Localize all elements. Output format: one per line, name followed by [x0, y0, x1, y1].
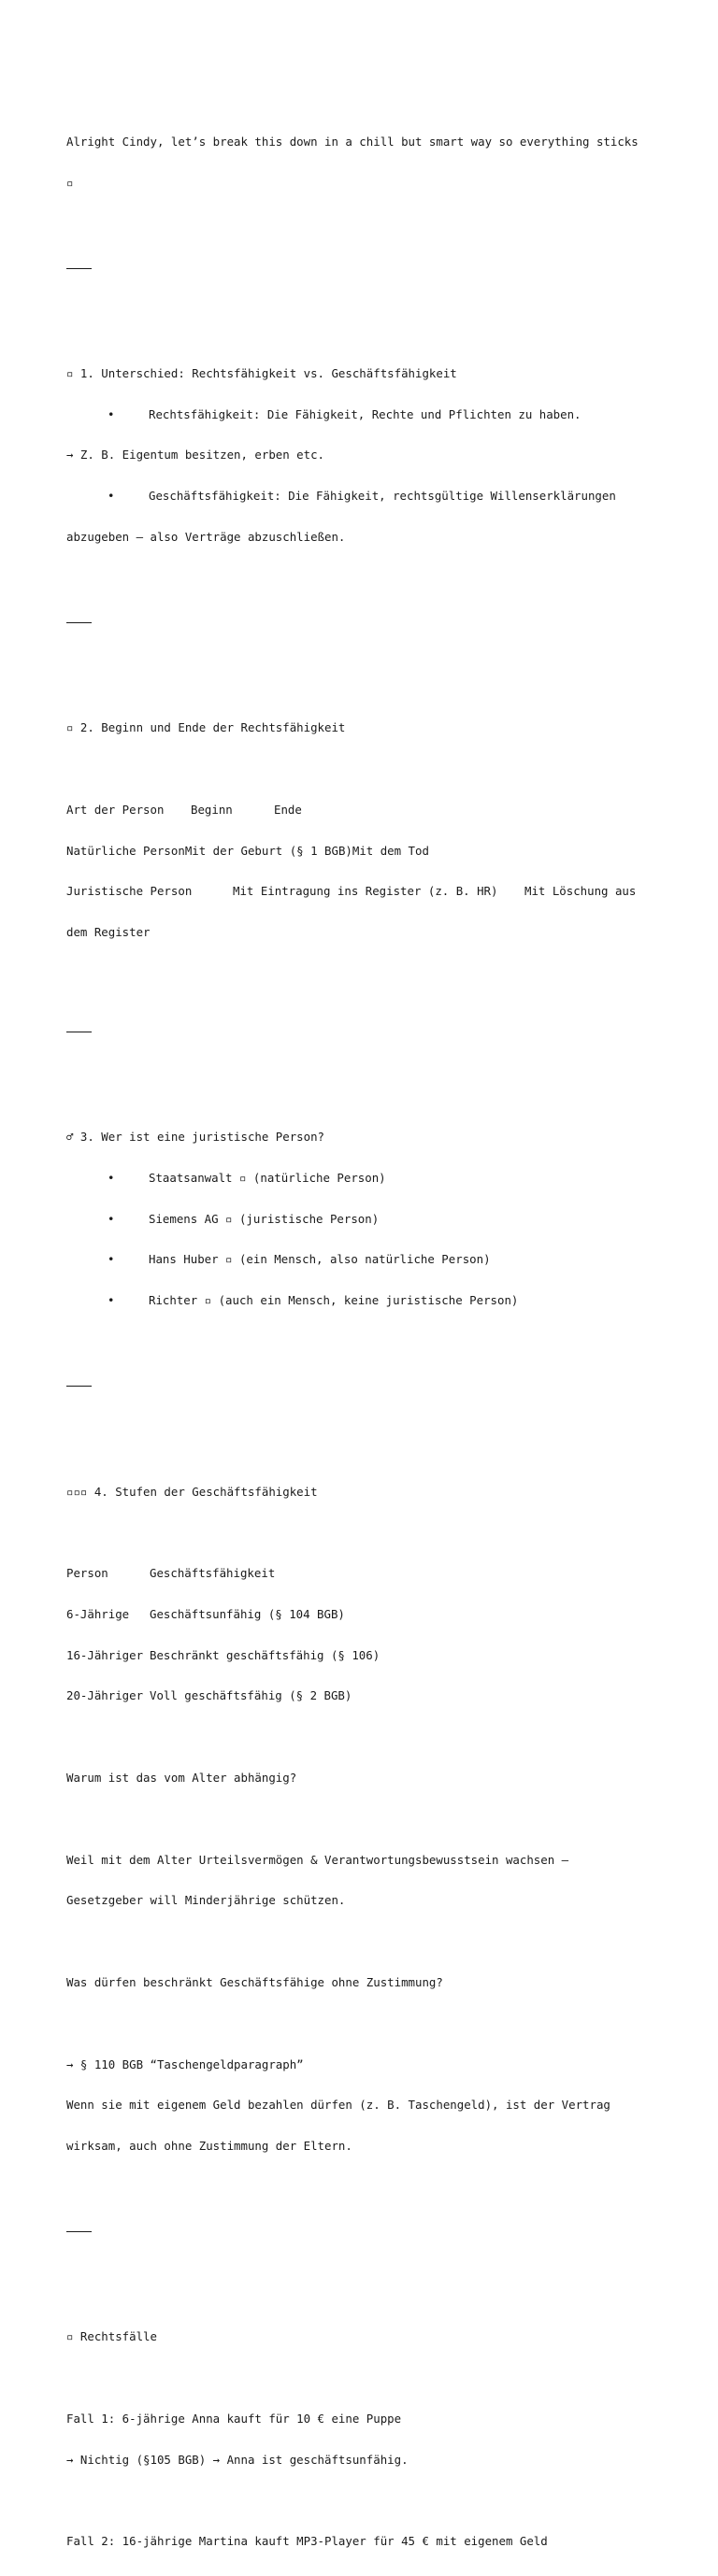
table-row	[66, 885, 665, 899]
table-cell: Mit Löschung aus	[524, 884, 637, 899]
case-result: → Nichtig (§105 BGB) → Anna ist geschäftsunfähig.	[66, 2452, 409, 2467]
list-item-text: Geschäftsfähigkeit: Die Fähigkeit, rechtsgültige Willenserklärungen	[149, 489, 616, 504]
table-header-cell: Art der Person	[66, 802, 165, 817]
question-text: Warum ist das vom Alter abhängig?	[66, 1771, 297, 1786]
table-header-row	[66, 804, 665, 818]
bullet-icon: •	[108, 489, 115, 504]
separator	[66, 258, 665, 272]
section-1-heading: ▫ 1. Unterschied: Rechtsfähigkeit vs. Geschäftsfähigkeit	[66, 365, 457, 380]
table-header-cell: Ende	[274, 802, 302, 817]
list-item-text: Richter ▫ (auch ein Mensch, keine juristische Person)	[149, 1293, 519, 1308]
case-text: Fall 1: 6-jährige Anna kauft für 10 € eine Puppe	[66, 2411, 402, 2426]
separator	[66, 613, 665, 627]
list-item	[66, 490, 665, 504]
answer-text: Gesetzgeber will Minderjährige schützen.	[66, 1893, 346, 1908]
separator	[66, 1376, 665, 1390]
intro-line: Alright Cindy, let’s break this down in a chill but smart way so everything sticks	[66, 134, 639, 149]
list-item-text: Hans Huber ▫ (ein Mensch, also natürliche Person)	[149, 1252, 491, 1267]
list-item-text: Staatsanwalt ▫ (natürliche Person)	[149, 1170, 386, 1185]
separator	[66, 1021, 665, 1035]
table-cell: 20-Jähriger	[66, 1688, 144, 1703]
intro-symbol: ▫	[66, 175, 74, 190]
table-row	[66, 845, 665, 859]
section-4-heading: ▫▫▫ 4. Stufen der Geschäftsfähigkeit	[66, 1484, 318, 1499]
table-cell: Voll geschäftsfähig (§ 2 BGB)	[150, 1688, 352, 1703]
bullet-icon: •	[108, 1170, 115, 1185]
list-item	[66, 1294, 665, 1308]
list-item	[66, 1213, 665, 1227]
table-header-cell: Geschäftsfähigkeit	[150, 1566, 276, 1581]
separator	[66, 2222, 665, 2236]
table-cell: Mit der Geburt (§ 1 BGB)	[184, 843, 352, 858]
section-3-heading: ♂ 3. Wer ist eine juristische Person?	[66, 1130, 325, 1145]
list-item-text: Rechtsfähigkeit: Die Fähigkeit, Rechte und Pflichten zu haben.	[149, 406, 582, 421]
section-2-heading: ▫ 2. Beginn und Ende der Rechtsfähigkeit	[66, 720, 346, 735]
list-item-continuation: abzugeben – also Verträge abzuschließen.	[66, 530, 346, 544]
bullet-icon: •	[108, 406, 115, 421]
table-cell: Juristische Person	[66, 884, 193, 899]
answer-text: Wenn sie mit eigenem Geld bezahlen dürfen (z. B. Taschengeld), ist der Vertrag	[66, 2098, 610, 2113]
table-cell: 16-Jähriger	[66, 1647, 144, 1662]
section-5-heading: ▫ Rechtsfälle	[66, 2329, 157, 2344]
table-cell: Beschränkt geschäftsfähig (§ 106)	[150, 1647, 381, 1662]
list-item	[66, 1253, 665, 1267]
bullet-icon: •	[108, 1252, 115, 1267]
table-row	[66, 1608, 665, 1622]
table-cell: Natürliche Person	[66, 843, 185, 858]
table-header-cell: Person	[66, 1566, 108, 1581]
bullet-icon: •	[108, 1293, 115, 1308]
table-row	[66, 1649, 665, 1663]
table-cell: Mit dem Tod	[352, 843, 429, 858]
table-header-row	[66, 1567, 665, 1581]
case-text: Fall 2: 16-jährige Martina kauft MP3-Player für 45 € mit eigenem Geld	[66, 2534, 548, 2549]
answer-text: → § 110 BGB “Taschengeldparagraph”	[66, 2057, 304, 2071]
table-cell-continuation: dem Register	[66, 925, 151, 940]
list-item-text: Siemens AG ▫ (juristische Person)	[149, 1211, 380, 1226]
list-item	[66, 408, 665, 422]
table-cell: Geschäftsunfähig (§ 104 BGB)	[150, 1606, 345, 1621]
table-cell: Mit Eintragung ins Register (z. B. HR)	[233, 884, 498, 899]
table-cell: 6-Jährige	[66, 1606, 130, 1621]
list-item	[66, 1172, 665, 1186]
example-line: → Z. B. Eigentum besitzen, erben etc.	[66, 448, 325, 463]
answer-text: Weil mit dem Alter Urteilsvermögen & Verantwortungsbewusstsein wachsen –	[66, 1852, 569, 1867]
table-row	[66, 1689, 665, 1703]
bullet-icon: •	[108, 1211, 115, 1226]
document-body	[66, 94, 665, 2576]
question-text: Was dürfen beschränkt Geschäftsfähige ohne Zustimmung?	[66, 1974, 443, 1989]
answer-text: wirksam, auch ohne Zustimmung der Eltern.	[66, 2139, 352, 2154]
table-header-cell: Beginn	[191, 802, 233, 817]
